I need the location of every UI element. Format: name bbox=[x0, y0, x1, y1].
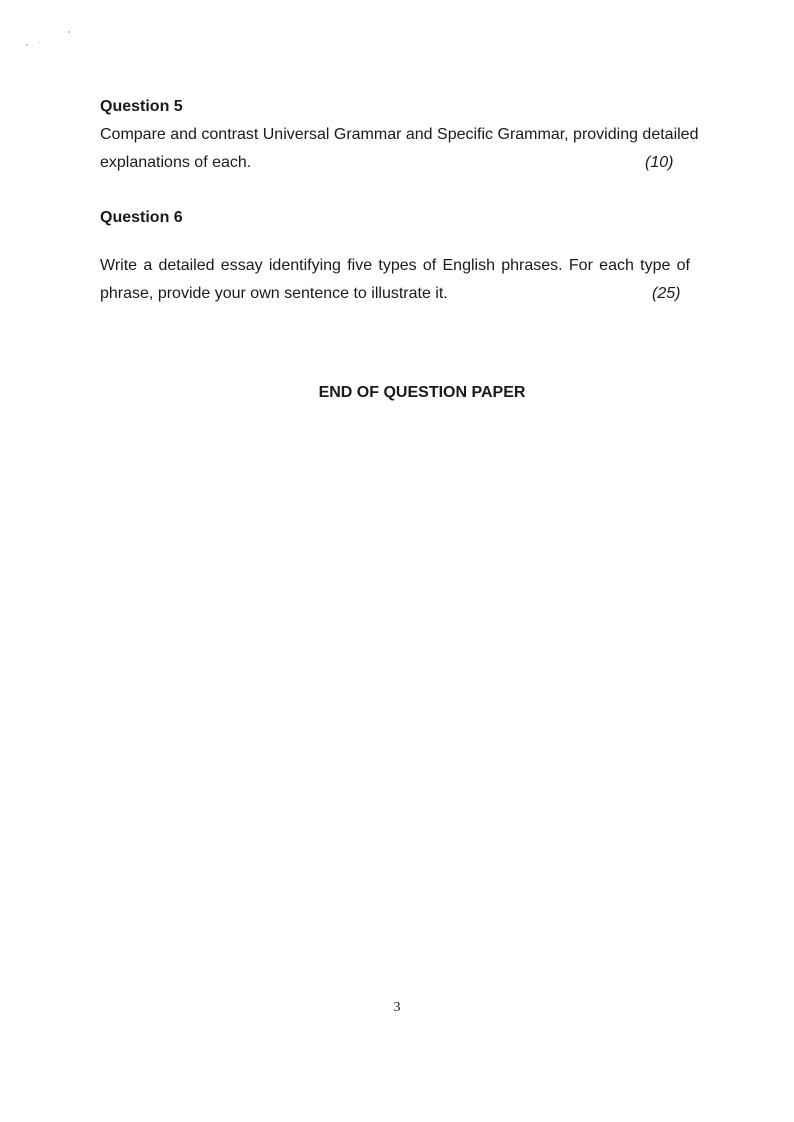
scan-speck bbox=[26, 44, 28, 46]
end-of-paper-note: END OF QUESTION PAPER bbox=[318, 384, 526, 401]
scan-speck bbox=[68, 31, 70, 33]
question-6-text-line-2: phrase, provide your own sentence to illustrate it. bbox=[100, 285, 448, 302]
question-6-heading: Question 6 bbox=[100, 209, 183, 226]
question-6-marks: (25) bbox=[652, 285, 681, 302]
question-6-text-line-1: Write a detailed essay identifying five types of English phrases. For each type of bbox=[100, 257, 690, 274]
question-5-text-line-2: explanations of each. bbox=[100, 154, 252, 171]
page-number: 3 bbox=[393, 1000, 401, 1015]
question-5-text-line-1: Compare and contrast Universal Grammar and Specific Grammar, providing detailed bbox=[100, 126, 699, 143]
question-5-heading: Question 5 bbox=[100, 98, 183, 115]
question-5-marks: (10) bbox=[645, 154, 674, 171]
scan-speck bbox=[39, 42, 40, 43]
